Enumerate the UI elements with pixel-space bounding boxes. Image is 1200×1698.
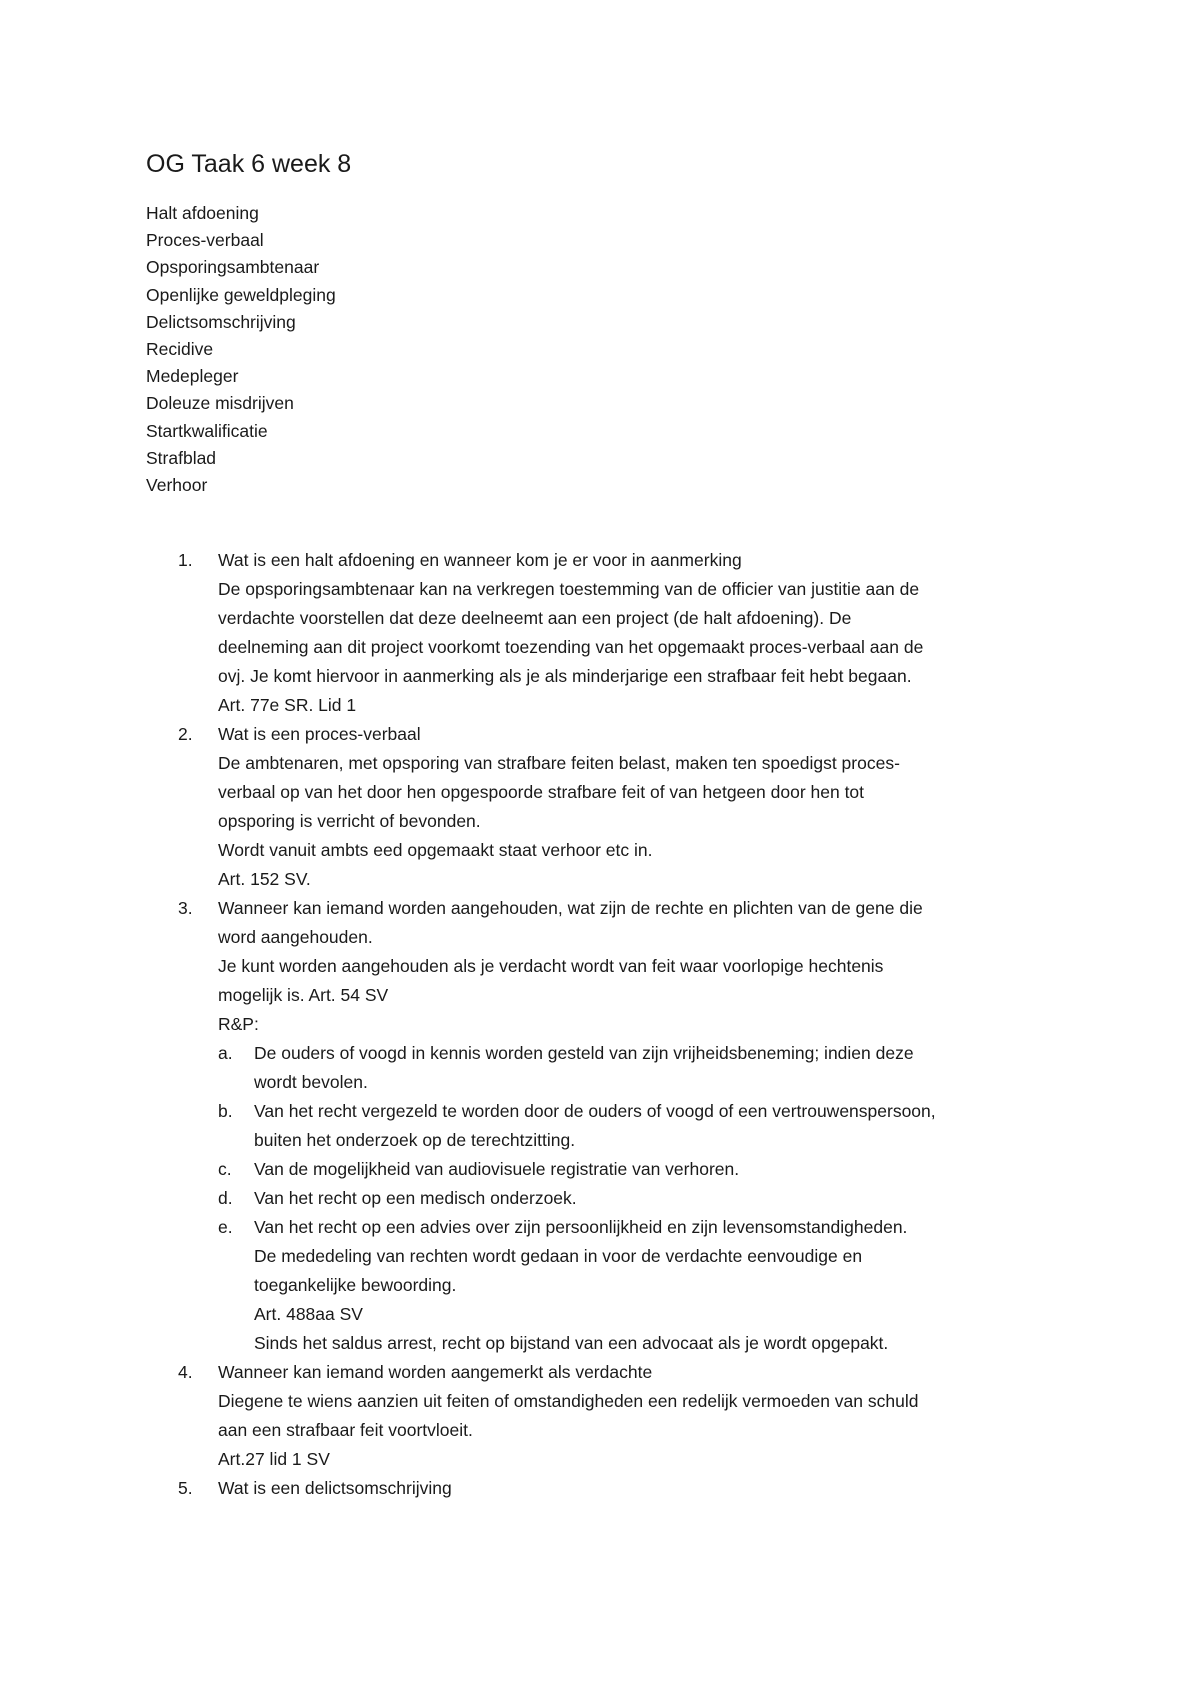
article-reference: Art. 152 SV.	[218, 869, 311, 889]
question-number: 3.	[178, 898, 193, 918]
question-1	[146, 546, 1066, 720]
question-text: Wanneer kan iemand worden aangehouden, wat zijn de rechte en plichten van de gene die	[218, 898, 923, 918]
document-title: OG Taak 6 week 8	[146, 150, 352, 178]
sub-item-c	[218, 1155, 1066, 1184]
question-number: 5.	[178, 1478, 193, 1498]
answer-line: Diegene te wiens aanzien uit feiten of omstandigheden een redelijk vermoeden van schuld	[218, 1391, 919, 1411]
sub-item-line: Van het recht vergezeld te worden door de ouders of voogd of een vertrouwenspersoon,	[254, 1101, 936, 1121]
answer-line: aan een strafbaar feit voortvloeit.	[218, 1420, 473, 1440]
article-reference: Art. 488aa SV	[254, 1304, 363, 1324]
answer-line: mogelijk is. Art. 54 SV	[218, 985, 389, 1005]
sub-item-line: wordt bevolen.	[254, 1072, 368, 1092]
answer-line: opsporing is verricht of bevonden.	[218, 811, 481, 831]
term-item: Strafblad	[146, 447, 217, 468]
answer-line: ovj. Je komt hiervoor in aanmerking als je als minderjarige een strafbaar feit hebt begaan.	[218, 666, 912, 686]
term-item: Recidive	[146, 338, 214, 359]
sub-item-e	[218, 1213, 1066, 1358]
sub-item-line: De mededeling van rechten wordt gedaan in voor de verdachte eenvoudige en	[254, 1246, 863, 1266]
question-2	[146, 720, 1066, 894]
answer-line: Wordt vanuit ambts eed opgemaakt staat verhoor etc in.	[218, 840, 653, 860]
question-text: Wat is een halt afdoening en wanneer kom je er voor in aanmerking	[218, 550, 742, 570]
article-reference: Art. 77e SR. Lid 1	[218, 695, 357, 715]
questions-list	[146, 546, 1066, 1503]
question-number: 2.	[178, 724, 193, 744]
answer-line: deelneming aan dit project voorkomt toezending van het opgemaakt proces-verbaal aan de	[218, 637, 924, 657]
term-item: Delictsomschrijving	[146, 311, 296, 332]
sub-item-line: Van de mogelijkheid van audiovisuele registratie van verhoren.	[254, 1159, 740, 1179]
question-number: 1.	[178, 550, 193, 570]
sub-item-line: De ouders of voogd in kennis worden gesteld van zijn vrijheidsbeneming; indien deze	[254, 1043, 914, 1063]
answer-line: verbaal op van het door hen opgespoorde strafbare feit of van hetgeen door hen tot	[218, 782, 865, 802]
sub-item-b	[218, 1097, 1066, 1155]
sub-item-letter: b.	[218, 1101, 233, 1121]
article-reference: Art.27 lid 1 SV	[218, 1449, 330, 1469]
answer-line: verdachte voorstellen dat deze deelneemt aan een project (de halt afdoening). De	[218, 608, 852, 628]
sub-item-line: toegankelijke bewoording.	[254, 1275, 457, 1295]
question-text: Wat is een delictsomschrijving	[218, 1478, 452, 1498]
term-item: Startkwalificatie	[146, 420, 268, 441]
question-3	[146, 894, 1066, 1358]
sub-item-line: Van het recht op een advies over zijn persoonlijkheid en zijn levensomstandigheden.	[254, 1217, 908, 1237]
answer-line: R&P:	[218, 1014, 259, 1034]
sub-item-letter: d.	[218, 1188, 233, 1208]
term-item: Proces-verbaal	[146, 230, 264, 251]
sub-item-line: buiten het onderzoek op de terechtzitting.	[254, 1130, 576, 1150]
term-item: Opsporingsambtenaar	[146, 257, 320, 278]
answer-line: De ambtenaren, met opsporing van strafbare feiten belast, maken ten spoedigst proces-	[218, 753, 900, 773]
question-text: word aangehouden.	[218, 927, 373, 947]
question-4	[146, 1358, 1066, 1474]
term-item: Halt afdoening	[146, 203, 259, 223]
question-text: Wat is een proces-verbaal	[218, 724, 421, 744]
sub-item-letter: a.	[218, 1043, 233, 1063]
sub-item-d	[218, 1184, 1066, 1213]
term-item: Openlijke geweldpleging	[146, 284, 336, 305]
sub-item-line: Van het recht op een medisch onderzoek.	[254, 1188, 577, 1208]
sub-item-letter: e.	[218, 1217, 233, 1237]
sub-item-letter: c.	[218, 1159, 232, 1179]
terms-list	[146, 200, 336, 499]
question-number: 4.	[178, 1362, 193, 1382]
question-text: Wanneer kan iemand worden aangemerkt als verdachte	[218, 1362, 653, 1382]
term-item: Medepleger	[146, 366, 239, 387]
term-item: Verhoor	[146, 474, 208, 495]
sub-item-a	[218, 1039, 1066, 1097]
term-item: Doleuze misdrijven	[146, 393, 294, 414]
answer-line: Je kunt worden aangehouden als je verdacht wordt van feit waar voorlopige hechtenis	[218, 956, 884, 976]
sub-item-line: Sinds het saldus arrest, recht op bijstand van een advocaat als je wordt opgepakt.	[254, 1333, 889, 1353]
answer-line: De opsporingsambtenaar kan na verkregen toestemming van de officier van justitie aan de	[218, 579, 920, 599]
question-5	[146, 1474, 1066, 1503]
